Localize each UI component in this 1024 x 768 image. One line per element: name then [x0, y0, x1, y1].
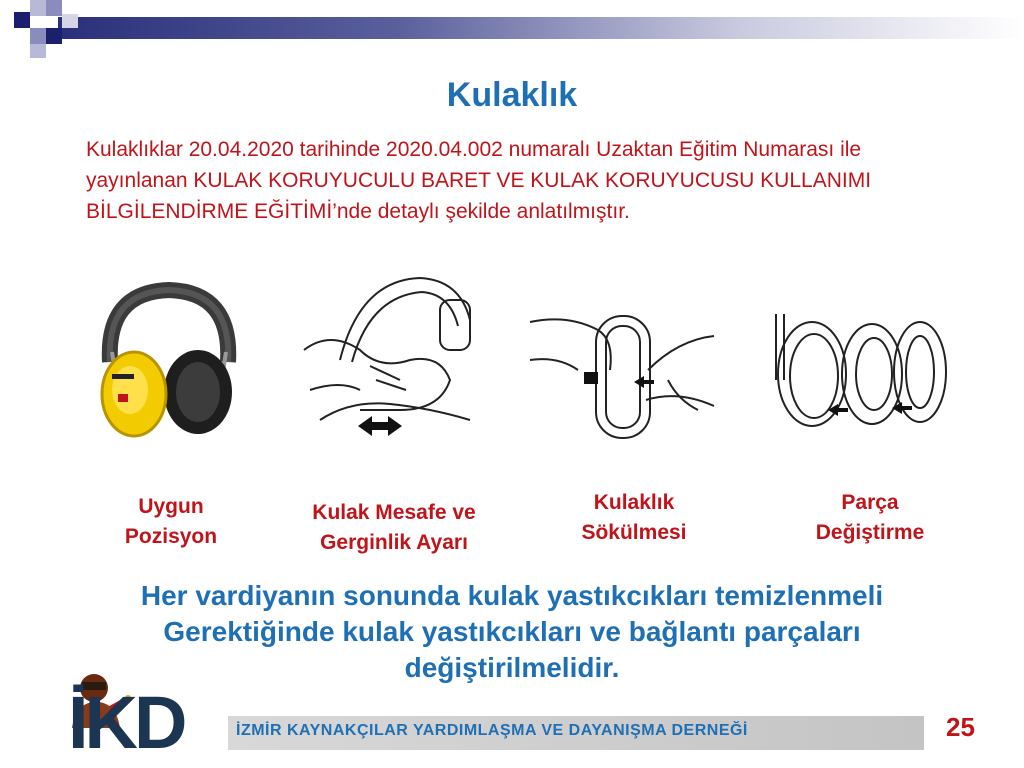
caption-line: Parça	[841, 491, 899, 514]
note-line: Her vardiyanın sonunda kulak yastıkcıkları temizlenmeli	[140, 580, 884, 611]
caption-kulak-mesafe	[284, 498, 504, 558]
caption-line: Kulaklık	[593, 491, 675, 514]
caption-line: Sökülmesi	[581, 521, 687, 544]
page-number: 25	[946, 712, 975, 742]
caption-line: Uygun	[138, 495, 204, 518]
logo-text: İKD	[68, 681, 184, 764]
top-decor-bar	[0, 0, 1024, 60]
caption-line: Gerginlik Ayarı	[320, 531, 468, 554]
slide-title: Kulaklık	[446, 76, 578, 114]
caption-parca-degistirme	[786, 488, 954, 548]
caption-kulaklik-sokulmesi	[554, 488, 714, 548]
caption-line: Değiştirme	[815, 521, 925, 544]
footer-organization: İZMİR KAYNAKÇILAR YARDIMLAŞMA VE DAYANIŞMA DERNEĞİ	[236, 722, 748, 739]
caption-uygun-pozisyon	[96, 492, 246, 552]
note-line: değiştirilmelidir.	[404, 652, 620, 683]
note-line: Gerektiğinde kulak yastıkcıkları ve bağlantı parçaları	[163, 616, 861, 647]
caption-line: Kulak Mesafe ve	[312, 501, 476, 524]
earmuff-photo-icon	[96, 282, 242, 440]
earcup-removal-icon	[528, 310, 716, 444]
ikd-logo	[62, 668, 232, 764]
headband-adjust-icon	[300, 270, 480, 448]
caption-line: Pozisyon	[124, 525, 218, 548]
intro-paragraph: Kulaklıklar 20.04.2020 tarihinde 2020.04.002 numaralı Uzaktan Eğitim Numarası ile yayınlanan KULAK KORUYUCULU BARET VE KULAK KORUYUCUSU KULLANIMI BİLGİLENDİRME EĞİTİMİ’nde detaylı şekilde anlatılmıştır.	[86, 138, 872, 223]
cushion-replace-icon	[768, 310, 948, 432]
